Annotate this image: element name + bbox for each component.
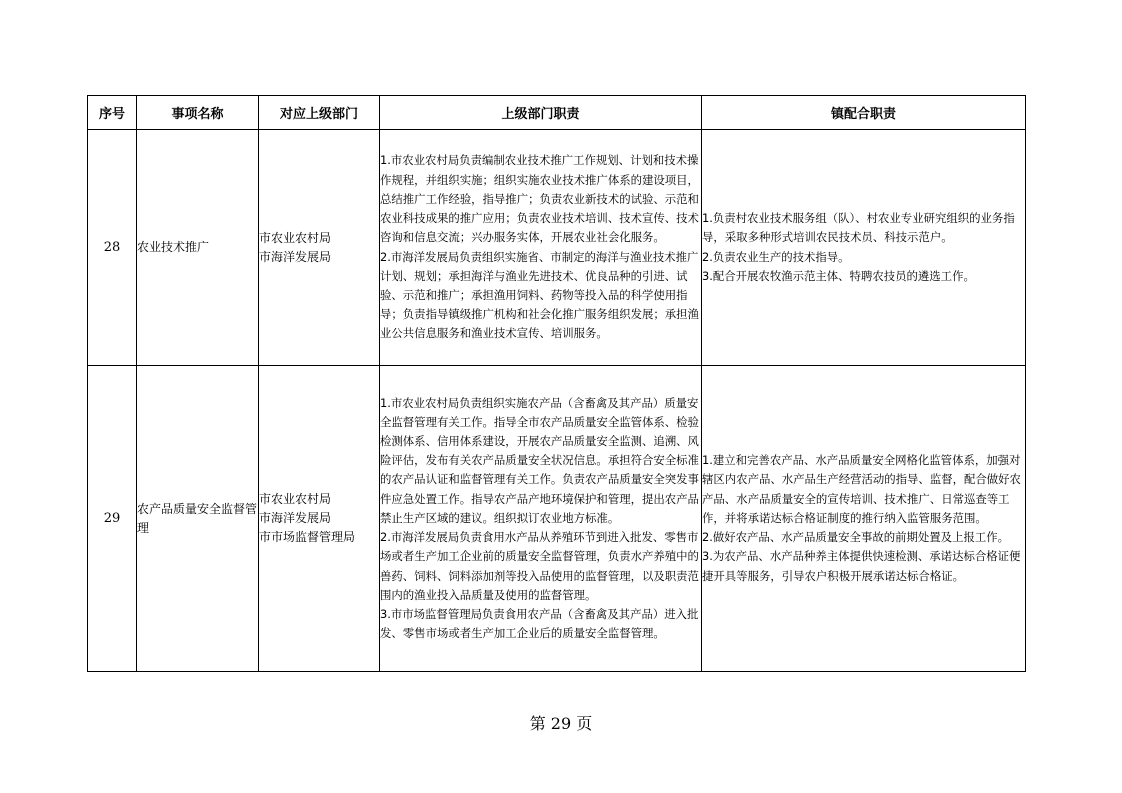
header-seq: 序号: [88, 96, 137, 130]
department-name: 市农业农村局: [259, 492, 332, 506]
department-name: 市海洋发展局: [259, 511, 332, 525]
duty-paragraph: 2.负责农业生产的技术指导。: [702, 249, 850, 264]
department-name: 市市场监督管理局: [259, 530, 356, 544]
row-seq: 28: [88, 130, 137, 366]
row-town-duties: [702, 366, 1026, 672]
row-upper-duties: [380, 366, 702, 672]
duty-paragraph: 2.市海洋发展局负责组织实施省、市制定的海洋与渔业技术推广计划、规划；承担海洋与渔业先进技术、优良品种的引进、试验、示范和推广；承担渔用饲料、药物等投入品的科学使用指导；负责指导镇级推广机构和社会化推广服务组织发展；承担渔业公共信息服务和渔业技术宣传、培训服务。: [380, 249, 699, 341]
row-departments: [259, 366, 380, 672]
duty-paragraph: 1.市农业农村局负责编制农业技术推广工作规划、计划和技术操作规程，并组织实施；组织实施农业技术推广体系的建设项目，总结推广工作经验，指导推广；负责农业新技术的试验、示范和农业科技成果的推广应用；负责农业技术培训、技术宣传、技术咨询和信息交流；兴办服务实体，开展农业社会化服务。: [380, 153, 699, 245]
duty-paragraph: 2.市海洋发展局负责食用水产品从养殖环节到进入批发、零售市场或者生产加工企业前的质量安全监督管理，负责水产养殖中的兽药、饲料、饲料添加剂等投入品使用的监督管理，以及职责范围内的渔业投入品质量及使用的监督管理。: [380, 530, 699, 602]
row-item-name: 农业技术推广: [137, 130, 259, 366]
department-name: 市农业农村局: [259, 230, 332, 245]
page-number: 第 29 页: [529, 714, 593, 733]
duty-paragraph: 3.配合开展农牧渔示范主体、特聘农技员的遴选工作。: [702, 268, 975, 283]
duty-paragraph: 1.市农业农村局负责组织实施农产品（含畜禽及其产品）质量安全监督管理有关工作。指导全市农产品质量安全监管体系、检验检测体系、信用体系建设，开展农产品质量安全监测、追溯、风险评估，发布有关农产品质量安全状况信息。承担符合安全标准的农产品认证和监督管理有关工作。负责农产品质量安全突发事件应急处置工作。指导农产品产地环境保护和管理，提出农产品禁止生产区域的建议。组织拟订农业地方标准。: [380, 395, 699, 525]
header-town-duties: 镇配合职责: [702, 96, 1026, 130]
table-row: [88, 366, 1026, 672]
row-town-duties: [702, 130, 1026, 366]
duty-paragraph: 1.建立和完善农产品、水产品质量安全网格化监管体系，加强对辖区内农产品、水产品生产经营活动的指导、监督，配合做好农产品、水产品质量安全的宣传培训、技术推广、日常巡查等工作，并将承诺达标合格证制度的推行纳入监管服务范围。: [702, 453, 1021, 525]
duty-paragraph: 2.做好农产品、水产品质量安全事故的前期处置及上报工作。: [702, 530, 1010, 545]
duties-table: [87, 95, 1026, 672]
header-item-name: 事项名称: [137, 96, 259, 130]
row-upper-duties: [380, 130, 702, 366]
department-name: 市海洋发展局: [259, 249, 332, 264]
table-row: [88, 130, 1026, 366]
duty-paragraph: 3.为农产品、水产品种养主体提供快速检测、承诺达标合格证便捷开具等服务，引导农户积极开展承诺达标合格证。: [702, 549, 1021, 583]
row-departments: [259, 130, 380, 366]
row-item-name: 农产品质量安全监督管理: [137, 366, 259, 672]
header-upper-duties: 上级部门职责: [380, 96, 702, 130]
header-upper-department: 对应上级部门: [259, 96, 380, 130]
table-header-row: [88, 96, 1026, 130]
duty-paragraph: 3.市市场监督管理局负责食用农产品（含畜禽及其产品）进入批发、零售市场或者生产加工企业后的质量安全监督管理。: [380, 606, 699, 641]
duty-paragraph: 1.负责村农业技术服务组（队）、村农业专业研究组织的业务指导，采取多种形式培训农民技术员、科技示范户。: [702, 211, 1015, 245]
row-seq: 29: [88, 366, 137, 672]
